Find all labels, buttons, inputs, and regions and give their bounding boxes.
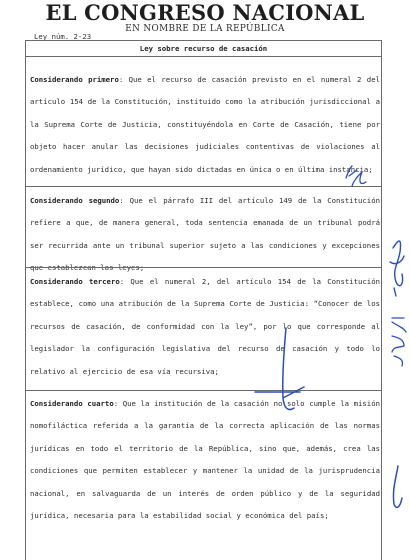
congress-subtitle: EN NOMBRE DE LA REPÚBLICA xyxy=(125,24,285,34)
paragraph-label: Considerando tercero xyxy=(30,277,120,286)
paragraph-label: Considerando primero xyxy=(30,75,119,84)
paragraph-label: Considerando cuarto xyxy=(30,399,114,408)
law-number: Ley núm. 2-23 xyxy=(34,32,92,41)
initials-mark xyxy=(346,166,366,186)
signature-mark xyxy=(390,241,404,296)
paragraph-text: : Que el recurso de casación previsto en el numeral 2 del artículo 154 de la Constitución, instituido como la atribución jurisdiccional a la Suprema Corte de Justicia, constituyéndola en Corte de Casación, tiene por objeto hacer anular las decisiones judiciales contentivas de violaciones al ordenamiento jurídico, que hayan sido dictadas en única o en última instancia; xyxy=(30,75,380,174)
paragraph-text: : Que el numeral 2, del artículo 154 de la Constitución establece, como una atribución de la Suprema Corte de Justicia: “Conocer de los recursos de casación, de conformidad con la ley”, por lo que corresponde al legislador la configuración legislativa del recurso de casación y todo lo relativo al ejercicio de esa vía recursiva; xyxy=(30,277,380,376)
margin-numeral-mark xyxy=(392,318,406,366)
hook-mark xyxy=(393,466,402,507)
underline-mark xyxy=(255,328,304,410)
paragraph-text: : Que el párrafo III del artículo 149 de la Constitución refiere a que, de manera general, toda sentencia emanada de un tribunal podrá ser recurrida ante un tribunal superior sujeto a las condiciones y excepciones que establezcan las leyes; xyxy=(30,196,380,273)
law-title: Ley sobre recurso de casación xyxy=(139,44,268,53)
paragraph-label: Considerando segundo xyxy=(30,196,120,205)
congress-title: EL CONGRESO NACIONAL xyxy=(45,0,365,25)
paragraph-text: : Que la institución de la casación no solo cumple la misión nomofiláctica referida a la garantía de la correcta aplicación de las normas jurídicas en todo el territorio de la República, sino que, además, crea las condiciones que permiten establecer y mantener la unidad de la jurisprudencia nacional, en salvaguarda de un interés de orden público y de la seguridad jurídica, necesaria para la estabilidad social y económica del país; xyxy=(30,399,380,521)
